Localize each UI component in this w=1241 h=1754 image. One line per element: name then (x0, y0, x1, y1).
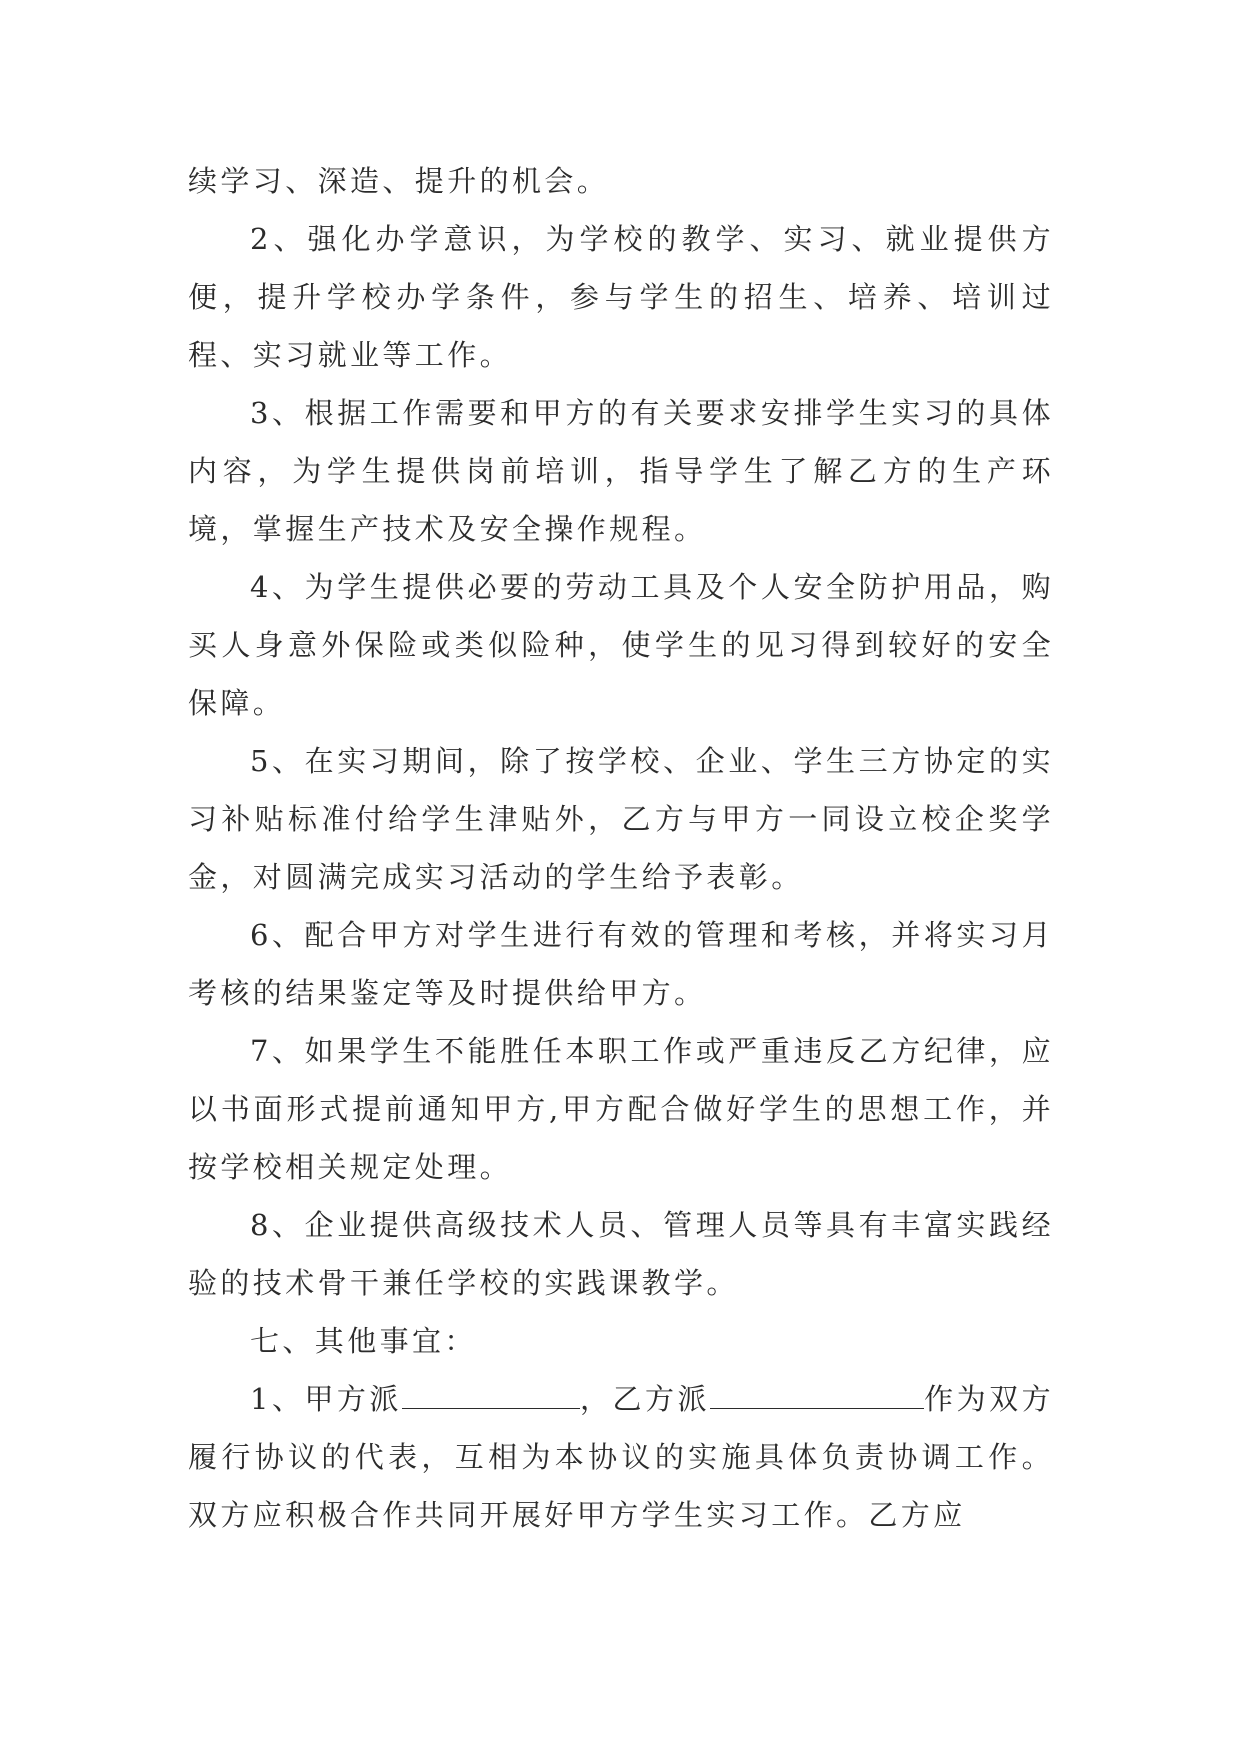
party-b-representative-blank (710, 1370, 924, 1409)
paragraph-item-7: 7、如果学生不能胜任本职工作或严重违反乙方纪律，应以书面形式提前通知甲方,甲方配合做好学生的思想工作，并按学校相关规定处理。 (188, 1034, 1054, 1184)
paragraph-item-3: 3、根据工作需要和甲方的有关要求安排学生实习的具体内容，为学生提供岗前培训，指导学生了解乙方的生产环境，掌握生产技术及安全操作规程。 (188, 396, 1054, 546)
document-body (188, 152, 1054, 1544)
representative-party-a-label: 1、甲方派 (250, 1382, 402, 1416)
paragraph-representatives (188, 1370, 1054, 1544)
representative-party-b-label: ，乙方派 (579, 1382, 711, 1416)
section-heading-other-matters: 七、其他事宜： (250, 1324, 477, 1358)
paragraph-item-4: 4、为学生提供必要的劳动工具及个人安全防护用品，购买人身意外保险或类似险种，使学生的见习得到较好的安全保障。 (188, 570, 1054, 720)
representative-duties-text: 作为双方履行协议的代表，互相为本协议的实施具体负责协调工作。双方应积极合作共同开展好甲方学生实习工作。乙方应 (188, 1382, 1054, 1532)
party-a-representative-blank (402, 1370, 580, 1409)
paragraph-item-2: 2、强化办学意识，为学校的教学、实习、就业提供方便，提升学校办学条件，参与学生的招生、培养、培训过程、实习就业等工作。 (188, 222, 1054, 372)
paragraph-continuation: 续学习、深造、提升的机会。 (188, 164, 610, 198)
paragraph-item-8: 8、企业提供高级技术人员、管理人员等具有丰富实践经验的技术骨干兼任学校的实践课教学。 (188, 1208, 1054, 1300)
paragraph-item-5: 5、在实习期间，除了按学校、企业、学生三方协定的实习补贴标准付给学生津贴外，乙方与甲方一同设立校企奖学金，对圆满完成实习活动的学生给予表彰。 (188, 744, 1054, 894)
paragraph-item-6: 6、配合甲方对学生进行有效的管理和考核，并将实习月考核的结果鉴定等及时提供给甲方。 (188, 918, 1054, 1010)
